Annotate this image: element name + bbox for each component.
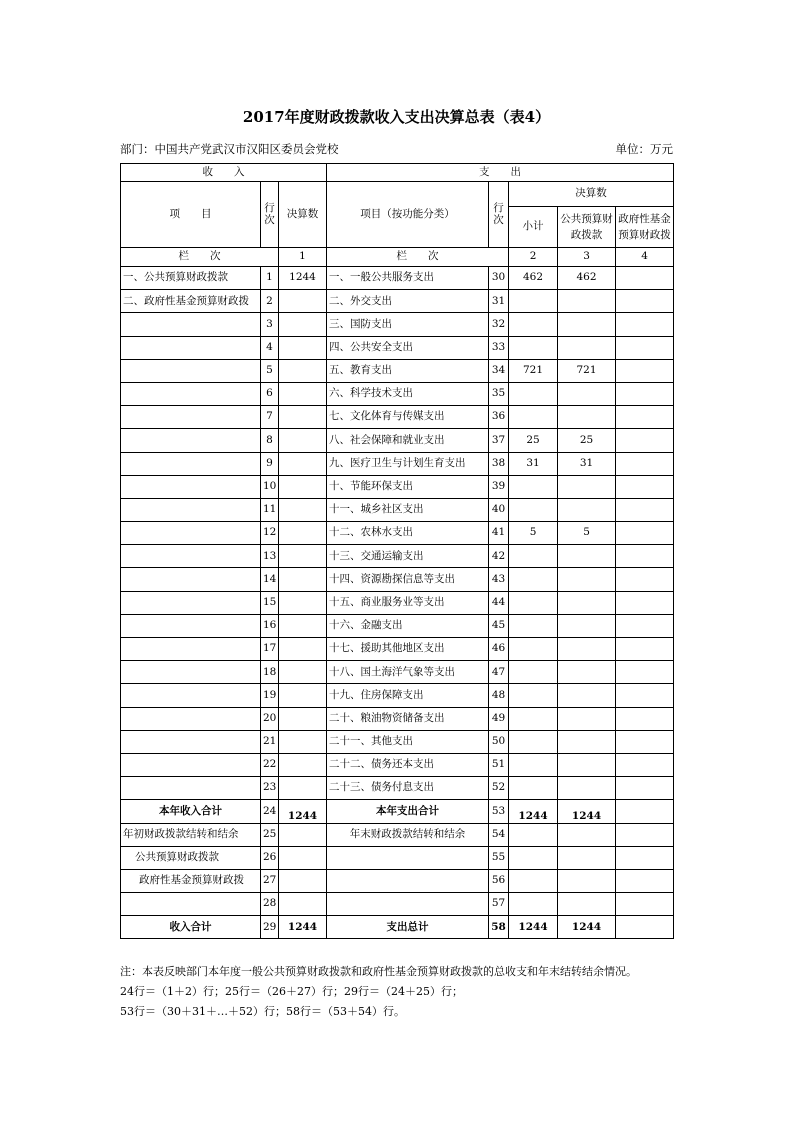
income-value — [279, 429, 327, 452]
expense-item: 十一、城乡社区支出 — [327, 498, 489, 521]
gov-fund-value — [616, 777, 674, 800]
expense-item: 二十一、其他支出 — [327, 730, 489, 753]
income-value — [279, 614, 327, 637]
subtotal-value: 31 — [509, 452, 558, 475]
income-value — [279, 730, 327, 753]
gov-fund-value — [616, 290, 674, 313]
income-item — [121, 475, 261, 498]
header-row-no-2: 行次 — [489, 182, 509, 248]
empty-cell — [509, 893, 558, 916]
table-row — [121, 406, 674, 429]
row-number: 22 — [261, 753, 279, 776]
public-budget-value — [558, 406, 616, 429]
public-budget-value: 25 — [558, 429, 616, 452]
expense-item: 二十三、债务付息支出 — [327, 777, 489, 800]
row-number: 28 — [261, 893, 279, 916]
income-item — [121, 452, 261, 475]
header-public-budget: 公共预算财政拨款 — [558, 207, 616, 248]
table-row — [121, 730, 674, 753]
note-line: 53行＝（30＋31＋…＋52）行；58行＝（53＋54）行。 — [120, 1005, 405, 1018]
subtotal-value — [509, 568, 558, 591]
note-line: 注：本表反映部门本年度一般公共预算财政拨款和政府性基金预算财政拨款的总收支和年末结转结余情况。 — [120, 965, 637, 978]
income-value — [279, 707, 327, 730]
empty-cell — [616, 916, 674, 939]
income-value — [279, 452, 327, 475]
year-expense-label: 本年支出合计 — [327, 800, 489, 823]
empty-cell — [616, 823, 674, 846]
header-subtotal: 小计 — [509, 207, 558, 248]
expense-item: 二十、粮油物资储备支出 — [327, 707, 489, 730]
income-item — [121, 730, 261, 753]
row-number: 47 — [489, 661, 509, 684]
gov-fund-value — [616, 406, 674, 429]
row-number: 18 — [261, 661, 279, 684]
table-row — [121, 290, 674, 313]
row-number: 31 — [489, 290, 509, 313]
income-total-value: 1244 — [279, 916, 327, 939]
gov-fund-value — [616, 498, 674, 521]
public-budget-value: 462 — [558, 267, 616, 290]
gov-fund-value — [616, 336, 674, 359]
note-line: 24行＝（1＋2）行；25行＝（26＋27）行；29行＝（24＋25）行； — [120, 985, 463, 998]
table-row — [121, 475, 674, 498]
public-budget-value — [558, 661, 616, 684]
subtotal-value — [509, 498, 558, 521]
public-budget-value — [558, 684, 616, 707]
expense-item: 十五、商业服务业等支出 — [327, 591, 489, 614]
public-budget-value — [558, 498, 616, 521]
income-value — [279, 522, 327, 545]
column-number-3: 3 — [558, 248, 616, 267]
income-item — [121, 382, 261, 405]
row-number: 17 — [261, 638, 279, 661]
expense-total-public: 1244 — [558, 916, 616, 939]
row-number: 15 — [261, 591, 279, 614]
public-budget-value — [558, 730, 616, 753]
empty-cell — [616, 846, 674, 869]
public-budget-value — [558, 777, 616, 800]
table-row — [121, 638, 674, 661]
income-value — [279, 336, 327, 359]
public-budget-value — [558, 313, 616, 336]
income-item — [121, 684, 261, 707]
empty-cell — [121, 893, 261, 916]
row-number: 42 — [489, 545, 509, 568]
public-budget-value — [558, 475, 616, 498]
row-number: 9 — [261, 452, 279, 475]
row-number: 41 — [489, 522, 509, 545]
row-number: 48 — [489, 684, 509, 707]
expense-item: 十、节能环保支出 — [327, 475, 489, 498]
subtotal-value — [509, 545, 558, 568]
expense-item: 十八、国土海洋气象等支出 — [327, 661, 489, 684]
subtotal-value — [509, 777, 558, 800]
row-number: 32 — [489, 313, 509, 336]
row-number: 54 — [489, 823, 509, 846]
empty-cell — [616, 893, 674, 916]
begin-carry-label: 年初财政拨款结转和结余 — [121, 823, 261, 846]
row-number: 50 — [489, 730, 509, 753]
row-number: 1 — [261, 267, 279, 290]
expense-item: 十三、交通运输支出 — [327, 545, 489, 568]
subtotal-value — [509, 730, 558, 753]
income-value — [279, 382, 327, 405]
table-row — [121, 661, 674, 684]
gov-fund-value — [616, 568, 674, 591]
income-value: 1244 — [279, 267, 327, 290]
income-value — [279, 359, 327, 382]
year-income-value: 1244 — [279, 800, 327, 823]
empty-cell — [327, 846, 489, 869]
row-number: 36 — [489, 406, 509, 429]
income-total-label: 收入合计 — [121, 916, 261, 939]
income-item — [121, 661, 261, 684]
expense-item: 一、一般公共服务支出 — [327, 267, 489, 290]
public-budget-value — [558, 290, 616, 313]
row-number: 55 — [489, 846, 509, 869]
row-number: 46 — [489, 638, 509, 661]
gov-fund-value — [616, 429, 674, 452]
gov-fund-value — [616, 684, 674, 707]
table-row — [121, 313, 674, 336]
public-budget-value: 5 — [558, 522, 616, 545]
empty-cell — [327, 869, 489, 892]
row-number: 27 — [261, 869, 279, 892]
gov-fund-value — [616, 614, 674, 637]
header-income: 收 入 — [121, 164, 327, 182]
table-row — [121, 591, 674, 614]
table-row — [121, 359, 674, 382]
header-budget-amount: 决算数 — [279, 182, 327, 248]
row-number: 57 — [489, 893, 509, 916]
empty-cell — [509, 823, 558, 846]
empty-cell — [509, 869, 558, 892]
income-value — [279, 777, 327, 800]
header-item-by-function: 项目（按功能分类） — [327, 182, 489, 248]
header-item: 项 目 — [121, 182, 261, 248]
empty-cell — [616, 869, 674, 892]
subtotal-value: 25 — [509, 429, 558, 452]
table-row — [121, 777, 674, 800]
income-item — [121, 429, 261, 452]
income-value — [279, 568, 327, 591]
row-number: 51 — [489, 753, 509, 776]
subtotal-value — [509, 707, 558, 730]
expense-item: 十二、农林水支出 — [327, 522, 489, 545]
row-number: 44 — [489, 591, 509, 614]
empty-cell — [616, 800, 674, 823]
expense-item: 九、医疗卫生与计划生育支出 — [327, 452, 489, 475]
income-value — [279, 684, 327, 707]
table-row — [121, 498, 674, 521]
expense-item: 四、公共安全支出 — [327, 336, 489, 359]
gov-fund-value — [616, 661, 674, 684]
table-row — [121, 522, 674, 545]
empty-cell — [279, 823, 327, 846]
empty-cell — [509, 846, 558, 869]
header-final-amount: 决算数 — [509, 182, 674, 207]
public-budget-value — [558, 382, 616, 405]
public-carry-label: 公共预算财政拨款 — [121, 846, 261, 869]
subtotal-value — [509, 684, 558, 707]
public-budget-value — [558, 614, 616, 637]
row-number: 29 — [261, 916, 279, 939]
empty-cell — [558, 846, 616, 869]
row-number: 26 — [261, 846, 279, 869]
income-item — [121, 313, 261, 336]
public-budget-value — [558, 591, 616, 614]
income-value — [279, 591, 327, 614]
subtotal-value — [509, 290, 558, 313]
row-number: 19 — [261, 684, 279, 707]
column-number-4: 4 — [616, 248, 674, 267]
income-item — [121, 591, 261, 614]
expense-item: 十六、金融支出 — [327, 614, 489, 637]
income-item — [121, 498, 261, 521]
row-number: 34 — [489, 359, 509, 382]
income-value — [279, 638, 327, 661]
row-number: 52 — [489, 777, 509, 800]
year-income-label: 本年收入合计 — [121, 800, 261, 823]
gov-fund-value — [616, 522, 674, 545]
subtotal-value — [509, 406, 558, 429]
expense-item: 二、外交支出 — [327, 290, 489, 313]
column-number-2: 2 — [509, 248, 558, 267]
income-item — [121, 359, 261, 382]
public-budget-value — [558, 336, 616, 359]
gov-fund-value — [616, 730, 674, 753]
income-item — [121, 777, 261, 800]
unit-label: 单位：万元 — [615, 142, 673, 156]
row-number: 10 — [261, 475, 279, 498]
row-number: 21 — [261, 730, 279, 753]
income-value — [279, 753, 327, 776]
income-value — [279, 475, 327, 498]
year-expense-subtotal: 1244 — [509, 800, 558, 823]
public-budget-value — [558, 707, 616, 730]
gov-fund-value — [616, 638, 674, 661]
income-item — [121, 545, 261, 568]
row-number: 23 — [261, 777, 279, 800]
column-label-2: 栏 次 — [327, 248, 509, 267]
public-budget-value — [558, 753, 616, 776]
row-number: 3 — [261, 313, 279, 336]
subtotal-value — [509, 614, 558, 637]
subtotal-value — [509, 753, 558, 776]
row-number: 7 — [261, 406, 279, 429]
row-number: 2 — [261, 290, 279, 313]
income-value — [279, 545, 327, 568]
expense-total-label: 支出总计 — [327, 916, 489, 939]
row-number: 24 — [261, 800, 279, 823]
subtotal-value — [509, 475, 558, 498]
empty-cell — [558, 893, 616, 916]
public-budget-value: 721 — [558, 359, 616, 382]
income-item — [121, 336, 261, 359]
row-number: 38 — [489, 452, 509, 475]
gov-fund-value — [616, 545, 674, 568]
table-row — [121, 429, 674, 452]
row-number: 43 — [489, 568, 509, 591]
header-gov-fund: 政府性基金预算财政拨 — [616, 207, 674, 248]
income-item: 二、政府性基金预算财政拨 — [121, 290, 261, 313]
gov-fund-value — [616, 707, 674, 730]
empty-cell — [279, 893, 327, 916]
subtotal-value — [509, 313, 558, 336]
row-number: 4 — [261, 336, 279, 359]
row-number: 12 — [261, 522, 279, 545]
year-expense-public: 1244 — [558, 800, 616, 823]
income-item — [121, 753, 261, 776]
row-number: 25 — [261, 823, 279, 846]
table-row — [121, 568, 674, 591]
table-row — [121, 267, 674, 290]
public-budget-value: 31 — [558, 452, 616, 475]
income-item: 一、公共预算财政拨款 — [121, 267, 261, 290]
notes — [120, 962, 637, 1022]
income-value — [279, 661, 327, 684]
expense-item: 三、国防支出 — [327, 313, 489, 336]
row-number: 6 — [261, 382, 279, 405]
header-row-no: 行次 — [261, 182, 279, 248]
income-value — [279, 290, 327, 313]
row-number: 8 — [261, 429, 279, 452]
gov-fund-value — [616, 313, 674, 336]
subtotal-value — [509, 661, 558, 684]
column-label: 栏 次 — [121, 248, 279, 267]
gov-fund-value — [616, 452, 674, 475]
row-number: 37 — [489, 429, 509, 452]
expense-total-subtotal: 1244 — [509, 916, 558, 939]
gov-fund-value — [616, 475, 674, 498]
income-value — [279, 498, 327, 521]
expense-item: 十四、资源勘探信息等支出 — [327, 568, 489, 591]
row-number: 40 — [489, 498, 509, 521]
end-carry-label: 年末财政拨款结转和结余 — [327, 823, 489, 846]
table-row — [121, 545, 674, 568]
income-value — [279, 313, 327, 336]
gov-fund-value — [616, 753, 674, 776]
page-title: 2017年度财政拨款收入支出决算总表（表4） — [242, 108, 551, 126]
subtotal-value — [509, 382, 558, 405]
gov-fund-value — [616, 267, 674, 290]
subtotal-value — [509, 591, 558, 614]
row-number: 45 — [489, 614, 509, 637]
table-row — [121, 382, 674, 405]
expense-item: 六、科学技术支出 — [327, 382, 489, 405]
expense-item: 十九、住房保障支出 — [327, 684, 489, 707]
empty-cell — [558, 823, 616, 846]
row-number: 56 — [489, 869, 509, 892]
row-number: 20 — [261, 707, 279, 730]
expense-item: 七、文化体育与传媒支出 — [327, 406, 489, 429]
row-number: 35 — [489, 382, 509, 405]
gov-fund-value — [616, 359, 674, 382]
header-expense: 支 出 — [327, 164, 674, 182]
row-number: 33 — [489, 336, 509, 359]
public-budget-value — [558, 568, 616, 591]
department-label: 部门：中国共产党武汉市汉阳区委员会党校 — [120, 142, 339, 156]
table-row — [121, 753, 674, 776]
income-item — [121, 638, 261, 661]
row-number: 14 — [261, 568, 279, 591]
income-item — [121, 614, 261, 637]
expense-item: 五、教育支出 — [327, 359, 489, 382]
subtotal-value: 462 — [509, 267, 558, 290]
row-number: 11 — [261, 498, 279, 521]
row-number: 58 — [489, 916, 509, 939]
income-item — [121, 707, 261, 730]
table-row — [121, 684, 674, 707]
income-item — [121, 568, 261, 591]
empty-cell — [279, 869, 327, 892]
gov-fund-value — [616, 591, 674, 614]
row-number: 13 — [261, 545, 279, 568]
income-item — [121, 522, 261, 545]
expense-item: 十七、援助其他地区支出 — [327, 638, 489, 661]
row-number: 5 — [261, 359, 279, 382]
row-number: 16 — [261, 614, 279, 637]
table-row — [121, 452, 674, 475]
subtotal-value — [509, 336, 558, 359]
row-number: 53 — [489, 800, 509, 823]
fund-carry-label: 政府性基金预算财政拨 — [121, 869, 261, 892]
row-number: 39 — [489, 475, 509, 498]
empty-cell — [327, 893, 489, 916]
table-row — [121, 614, 674, 637]
budget-table — [120, 163, 674, 939]
table-row — [121, 707, 674, 730]
empty-cell — [279, 846, 327, 869]
expense-item: 二十二、债务还本支出 — [327, 753, 489, 776]
public-budget-value — [558, 638, 616, 661]
row-number: 49 — [489, 707, 509, 730]
row-number: 30 — [489, 267, 509, 290]
table-row — [121, 336, 674, 359]
subtotal-value: 5 — [509, 522, 558, 545]
income-item — [121, 406, 261, 429]
expense-item: 八、社会保障和就业支出 — [327, 429, 489, 452]
column-number-1: 1 — [279, 248, 327, 267]
income-value — [279, 406, 327, 429]
gov-fund-value — [616, 382, 674, 405]
public-budget-value — [558, 545, 616, 568]
subtotal-value — [509, 638, 558, 661]
empty-cell — [558, 869, 616, 892]
subtotal-value: 721 — [509, 359, 558, 382]
